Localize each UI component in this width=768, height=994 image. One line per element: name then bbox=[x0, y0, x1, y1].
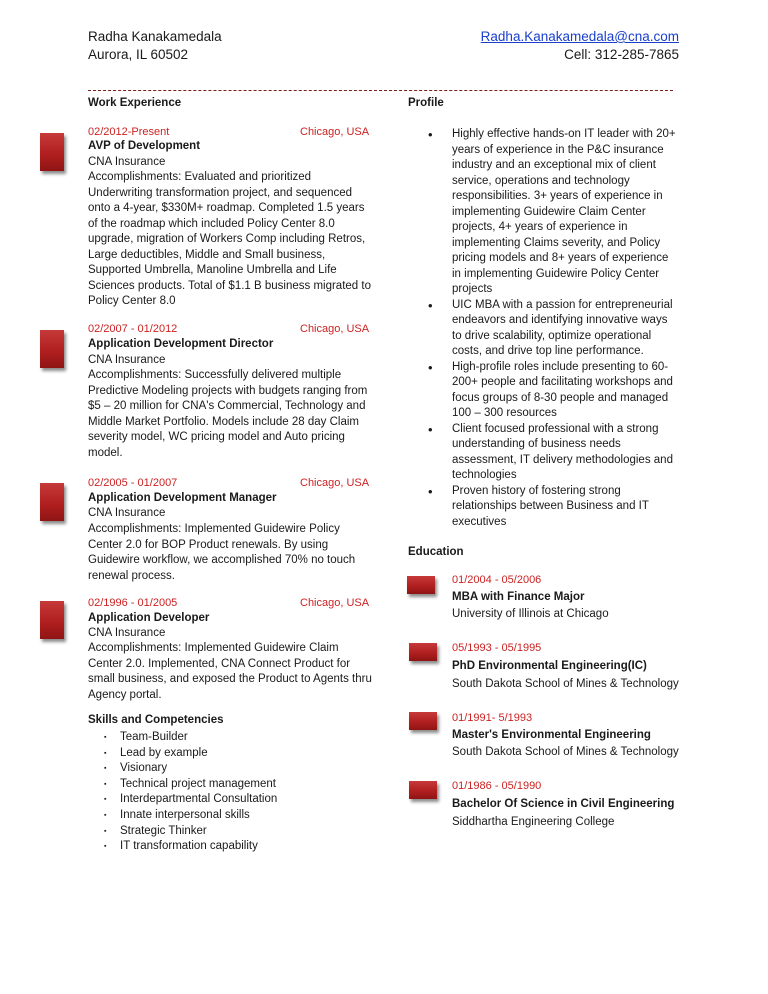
header-divider bbox=[88, 90, 673, 93]
education-dates: 01/2004 - 05/2006 bbox=[452, 574, 542, 586]
job-dates: 02/1996 - 01/2005 bbox=[88, 597, 178, 609]
profile-item: • High-profile roles include presenting to 60-200+ people and facilitating workshops and focus groups of 8-30 people and managed 100 – 300 resources bbox=[428, 360, 680, 422]
skill-item: ▪ Team-Builder bbox=[100, 730, 380, 746]
education-marker bbox=[409, 712, 437, 730]
job-dates: 02/2005 - 01/2007 bbox=[88, 477, 178, 489]
job-company: CNA Insurance bbox=[88, 354, 166, 366]
job-company: CNA Insurance bbox=[88, 156, 166, 168]
candidate-city: Aurora, IL 60502 bbox=[88, 47, 189, 62]
education-school: Siddhartha Engineering College bbox=[452, 816, 615, 828]
job-dates: 02/2012-Present bbox=[88, 126, 170, 138]
job-description: Accomplishments: Successfully delivered multiple Predictive Modeling projects with budgets ranging from $5 – 20 million for CNA's Commercial, Technology and Middle Market Portfolio. Models include 28 day Claim severity model, WC pricing model and Auto pricing model. bbox=[88, 369, 368, 459]
job-location: Chicago, USA bbox=[300, 477, 370, 489]
job-title: Application Developer bbox=[88, 612, 210, 624]
job-marker bbox=[40, 133, 64, 171]
skills-list bbox=[100, 730, 380, 855]
job-dates: 02/2007 - 01/2012 bbox=[88, 323, 178, 335]
job-location: Chicago, USA bbox=[300, 323, 370, 335]
job-marker bbox=[40, 330, 64, 368]
job-marker bbox=[40, 483, 64, 521]
skill-item: ▪ IT transformation capability bbox=[100, 839, 380, 855]
job-location: Chicago, USA bbox=[300, 597, 370, 609]
education-degree: PhD Environmental Engineering(IC) bbox=[452, 660, 647, 672]
skills-heading: Skills and Competencies bbox=[88, 714, 224, 726]
job-title: AVP of Development bbox=[88, 140, 201, 152]
job-title: Application Development Manager bbox=[88, 492, 277, 504]
skill-item: ▪ Interdepartmental Consultation bbox=[100, 792, 380, 808]
education-dates: 01/1986 - 05/1990 bbox=[452, 780, 542, 792]
profile-item: • Client focused professional with a strong understanding of business needs assessment, IT delivery methodologies and technologies bbox=[428, 422, 680, 484]
education-degree: MBA with Finance Major bbox=[452, 591, 585, 603]
skill-item: ▪ Innate interpersonal skills bbox=[100, 808, 380, 824]
education-school: South Dakota School of Mines & Technology bbox=[452, 678, 679, 690]
education-school: South Dakota School of Mines & Technology bbox=[452, 746, 679, 758]
education-degree: Bachelor Of Science in Civil Engineering bbox=[452, 798, 675, 810]
education-marker bbox=[409, 643, 437, 661]
work-experience-heading: Work Experience bbox=[88, 97, 182, 109]
education-marker bbox=[409, 781, 437, 799]
job-company: CNA Insurance bbox=[88, 507, 166, 519]
job-title: Application Development Director bbox=[88, 338, 274, 350]
education-dates: 01/1991- 5/1993 bbox=[452, 712, 533, 724]
candidate-name: Radha Kanakamedala bbox=[88, 29, 222, 44]
skill-item: ▪ Technical project management bbox=[100, 777, 380, 793]
profile-item: • UIC MBA with a passion for entrepreneurial endeavors and identifying innovative ways to drive scalability, optimize operational costs, and drive top line performance. bbox=[428, 298, 680, 360]
skill-item: ▪ Strategic Thinker bbox=[100, 824, 380, 840]
profile-list bbox=[428, 127, 680, 530]
profile-heading: Profile bbox=[408, 97, 444, 109]
cell-phone: Cell: 312-285-7865 bbox=[564, 47, 679, 62]
skill-item: ▪ Lead by example bbox=[100, 746, 380, 762]
email-link[interactable]: Radha.Kanakamedala@cna.com bbox=[480, 29, 679, 44]
job-location: Chicago, USA bbox=[300, 126, 370, 138]
job-description: Accomplishments: Evaluated and prioritized Underwriting transformation project, and sequenced onto a 4-year, $330M+ roadmap. Completed 1.5 years of the roadmap which included Policy Center 8.0 upgrade, migration of Workers Comp including Retros, Large deductibles, Middle and Small business, Supported Umbrella, Manoline Umbrella and Life Sciences products. Total of $1.1 B business migrated to Policy Center 8.0 bbox=[88, 171, 371, 307]
job-marker bbox=[40, 601, 64, 639]
education-dates: 05/1993 - 05/1995 bbox=[452, 642, 542, 654]
job-company: CNA Insurance bbox=[88, 627, 166, 639]
education-degree: Master's Environmental Engineering bbox=[452, 729, 651, 741]
education-marker bbox=[407, 576, 435, 594]
job-description: Accomplishments: Implemented Guidewire Policy Center 2.0 for BOP Product renewals. By using Guidewire workflow, we accomplished 70% no touch renewal process. bbox=[88, 523, 356, 582]
job-description: Accomplishments: Implemented Guidewire Claim Center 2.0. Implemented, CNA Connect Product for small business, and exposed the Product to Agents thru Agency portal. bbox=[88, 642, 372, 701]
profile-item: • Highly effective hands-on IT leader with 20+ years of experience in the P&C insurance industry and an exceptional mix of client service, operations and technology responsibilities. 3+ years of experience in implementing Guidewire Claim Center projects, 4+ years of experience in implementing Claims severity, and Policy pricing models and 8+ years of experience in implementing Guidewire Policy Center projects bbox=[428, 127, 680, 298]
education-heading: Education bbox=[408, 546, 464, 558]
skill-item: ▪ Visionary bbox=[100, 761, 380, 777]
profile-item: • Proven history of fostering strong relationships between Business and IT executives bbox=[428, 484, 680, 531]
education-school: University of Illinois at Chicago bbox=[452, 608, 609, 620]
